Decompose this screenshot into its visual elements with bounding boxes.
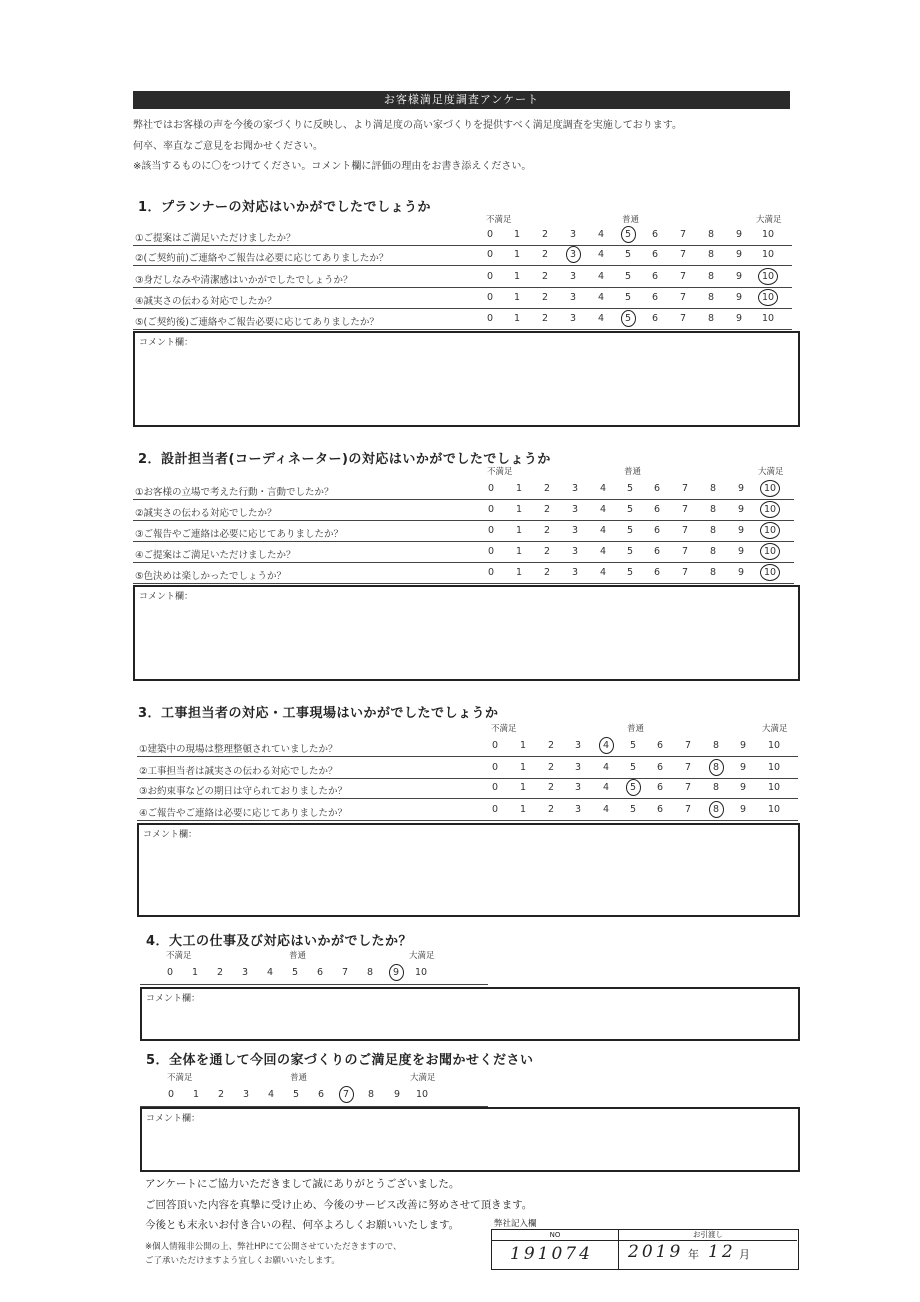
section3-question-1: ①建築中の現場は整理整頓されていましたか？ xyxy=(139,744,338,755)
section1-q5-scale-8[interactable]: 8 xyxy=(707,313,715,324)
section2-row-rule-2 xyxy=(133,520,794,521)
intro-line-2: 何卒、率直なご意見をお聞かせください。 xyxy=(133,141,323,152)
section5-scale-3[interactable]: 3 xyxy=(242,1089,250,1100)
section2-q5-scale-6[interactable]: 6 xyxy=(653,567,661,578)
section2-q4-scale-8[interactable]: 8 xyxy=(709,546,717,557)
section3-question-3: ③お約束事などの期日は守られておりましたか？ xyxy=(139,786,348,797)
section3-q4-scale-3[interactable]: 3 xyxy=(574,804,582,815)
section3-q2-scale-1[interactable]: 1 xyxy=(519,762,527,773)
section2-q2-scale-0[interactable]: 0 xyxy=(487,504,495,515)
section2-q3-scale-8[interactable]: 8 xyxy=(709,525,717,536)
section4-label-mid: 普通 xyxy=(289,951,307,961)
section2-q5-scale-7[interactable]: 7 xyxy=(681,567,689,578)
section2-q3-scale-1[interactable]: 1 xyxy=(515,525,523,536)
section1-q3-scale-8[interactable]: 8 xyxy=(707,271,715,282)
section1-q2-scale-2[interactable]: 2 xyxy=(541,249,549,260)
section3-q4-scale-9[interactable]: 9 xyxy=(739,804,747,815)
section1-q5-scale-1[interactable]: 1 xyxy=(513,313,521,324)
section1-q1-scale-5[interactable]: 5 xyxy=(624,229,632,240)
section3-q1-scale-0[interactable]: 0 xyxy=(491,740,499,751)
section2-q1-scale-4[interactable]: 4 xyxy=(599,483,607,494)
section2-q5-scale-0[interactable]: 0 xyxy=(487,567,495,578)
section2-q3-scale-9[interactable]: 9 xyxy=(737,525,745,536)
thanks-line-2: ご回答頂いた内容を真摯に受け止め、今後のサービス改善に努めさせて頂きます。 xyxy=(145,1199,533,1211)
section3-q3-scale-5[interactable]: 5 xyxy=(629,782,637,793)
section4-comment-box[interactable] xyxy=(140,987,800,1041)
section4-label-low: 不満足 xyxy=(166,951,192,961)
section2-q2-scale-7[interactable]: 7 xyxy=(681,504,689,515)
section1-q3-scale-9[interactable]: 9 xyxy=(735,271,743,282)
section3-q2-scale-10[interactable]: 10 xyxy=(767,762,781,773)
section1-q4-scale-8[interactable]: 8 xyxy=(707,292,715,303)
section1-row-rule-3 xyxy=(133,287,792,288)
section1-q2-scale-8[interactable]: 8 xyxy=(707,249,715,260)
section1-q3-scale-5[interactable]: 5 xyxy=(624,271,632,282)
section2-q3-scale-3[interactable]: 3 xyxy=(571,525,579,536)
section1-q3-scale-2[interactable]: 2 xyxy=(541,271,549,282)
section3-q3-scale-1[interactable]: 1 xyxy=(519,782,527,793)
section1-q5-scale-9[interactable]: 9 xyxy=(735,313,743,324)
section4-selected-circle xyxy=(389,964,404,981)
section1-q4-scale-10[interactable]: 10 xyxy=(761,292,775,303)
section2-q1-scale-6[interactable]: 6 xyxy=(653,483,661,494)
section5-label-mid: 普通 xyxy=(290,1073,308,1083)
section2-q1-scale-10[interactable]: 10 xyxy=(763,483,777,494)
section1-q1-scale-3[interactable]: 3 xyxy=(569,229,577,240)
section5-selected-circle xyxy=(339,1086,354,1103)
section2-q3-selected-circle xyxy=(760,522,780,539)
section3-title: 3．工事担当者の対応・工事現場はいかがでしたでしょうか xyxy=(138,706,499,721)
section2-q5-selected-circle xyxy=(760,564,780,581)
section2-q2-scale-8[interactable]: 8 xyxy=(709,504,717,515)
section2-q2-selected-circle xyxy=(760,501,780,518)
section3-question-4: ④ご報告やご連絡は必要に応じてありましたか？ xyxy=(139,808,348,819)
section2-label-mid: 普通 xyxy=(624,467,642,477)
month-unit: 月 xyxy=(739,1248,750,1261)
section3-label-low: 不満足 xyxy=(491,724,517,734)
section1-q2-selected-circle xyxy=(566,246,581,263)
section3-q4-scale-2[interactable]: 2 xyxy=(547,804,555,815)
section1-question-1: ①ご提案はご満足いただけましたか？ xyxy=(135,233,296,244)
handover-month: 12 xyxy=(708,1242,736,1262)
section2-q4-scale-10[interactable]: 10 xyxy=(763,546,777,557)
section4-scale-9[interactable]: 9 xyxy=(392,967,400,978)
section3-q2-selected-circle xyxy=(709,759,724,776)
year-unit: 年 xyxy=(688,1248,699,1261)
section5-scale-9[interactable]: 9 xyxy=(393,1089,401,1100)
section1-q1-scale-0[interactable]: 0 xyxy=(486,229,494,240)
section2-question-5: ⑤色決めは楽しかったでしょうか？ xyxy=(135,571,287,582)
intro-line-1: 弊社ではお客様の声を今後の家づくりに反映し、より満足度の高い家づくりを提供すべく満足度調査を実施しております。 xyxy=(133,120,682,131)
section2-q1-scale-5[interactable]: 5 xyxy=(626,483,634,494)
section4-row-rule xyxy=(140,984,488,985)
section4-scale-3[interactable]: 3 xyxy=(241,967,249,978)
section2-q4-scale-6[interactable]: 6 xyxy=(653,546,661,557)
section4-scale-2[interactable]: 2 xyxy=(216,967,224,978)
section3-row-rule-2 xyxy=(137,778,798,779)
section2-q4-scale-0[interactable]: 0 xyxy=(487,546,495,557)
section2-q1-selected-circle xyxy=(760,480,780,497)
section2-question-4: ④ご提案はご満足いただけましたか？ xyxy=(135,550,296,561)
section3-q4-scale-6[interactable]: 6 xyxy=(656,804,664,815)
section5-label-low: 不満足 xyxy=(167,1073,193,1083)
section5-comment-box[interactable] xyxy=(140,1107,800,1172)
section2-q5-scale-5[interactable]: 5 xyxy=(626,567,634,578)
section3-q3-scale-4[interactable]: 4 xyxy=(602,782,610,793)
section4-title: 4．大工の仕事及び対応はいかがでしたか？ xyxy=(146,934,413,949)
section1-q3-scale-0[interactable]: 0 xyxy=(486,271,494,282)
section2-title: 2．設計担当者(コーディネーター)の対応はいかがでしたでしょうか xyxy=(138,452,551,467)
section2-q2-scale-4[interactable]: 4 xyxy=(599,504,607,515)
section2-q3-scale-4[interactable]: 4 xyxy=(599,525,607,536)
section1-q2-scale-4[interactable]: 4 xyxy=(597,249,605,260)
section1-q5-scale-4[interactable]: 4 xyxy=(597,313,605,324)
section2-q5-scale-4[interactable]: 4 xyxy=(599,567,607,578)
section1-q4-scale-0[interactable]: 0 xyxy=(486,292,494,303)
section1-q1-scale-9[interactable]: 9 xyxy=(735,229,743,240)
section2-comment-box[interactable] xyxy=(133,585,800,681)
section4-scale-5[interactable]: 5 xyxy=(291,967,299,978)
section3-q4-scale-4[interactable]: 4 xyxy=(602,804,610,815)
no-label: NO xyxy=(549,1231,561,1239)
section5-scale-8[interactable]: 8 xyxy=(367,1089,375,1100)
section1-q3-scale-1[interactable]: 1 xyxy=(513,271,521,282)
section3-q1-scale-5[interactable]: 5 xyxy=(629,740,637,751)
section2-row-rule-4 xyxy=(133,562,794,563)
section1-q4-scale-1[interactable]: 1 xyxy=(513,292,521,303)
section1-title: 1．プランナーの対応はいかがでしたでしょうか xyxy=(138,200,432,215)
section1-question-4: ④誠実さの伝わる対応でしたか？ xyxy=(135,296,277,307)
section2-q1-scale-8[interactable]: 8 xyxy=(709,483,717,494)
section1-q1-scale-2[interactable]: 2 xyxy=(541,229,549,240)
section2-q2-scale-9[interactable]: 9 xyxy=(737,504,745,515)
section1-q5-scale-3[interactable]: 3 xyxy=(569,313,577,324)
section1-row-rule-4 xyxy=(133,308,792,309)
section1-q4-scale-2[interactable]: 2 xyxy=(541,292,549,303)
section3-q4-scale-5[interactable]: 5 xyxy=(629,804,637,815)
section3-q2-scale-8[interactable]: 8 xyxy=(712,762,720,773)
section2-q4-scale-3[interactable]: 3 xyxy=(571,546,579,557)
survey-title: お客様満足度調査アンケート xyxy=(133,91,790,109)
section2-row-rule-3 xyxy=(133,541,794,542)
section5-scale-7[interactable]: 7 xyxy=(342,1089,350,1100)
section5-scale-4[interactable]: 4 xyxy=(267,1089,275,1100)
section4-comment-label: コメント欄： xyxy=(146,994,201,1004)
section2-q4-scale-7[interactable]: 7 xyxy=(681,546,689,557)
section4-scale-8[interactable]: 8 xyxy=(366,967,374,978)
section2-q3-scale-10[interactable]: 10 xyxy=(763,525,777,536)
section2-q5-scale-3[interactable]: 3 xyxy=(571,567,579,578)
section2-q1-scale-0[interactable]: 0 xyxy=(487,483,495,494)
section3-comment-label: コメント欄： xyxy=(143,830,198,840)
section2-q5-scale-9[interactable]: 9 xyxy=(737,567,745,578)
section2-question-2: ②誠実さの伝わる対応でしたか？ xyxy=(135,508,277,519)
section1-row-rule-5 xyxy=(133,329,792,330)
section2-question-1: ①お客様の立場で考えた行動・言動でしたか？ xyxy=(135,487,334,498)
section3-label-high: 大満足 xyxy=(762,724,788,734)
section4-label-high: 大満足 xyxy=(409,951,435,961)
section2-label-low: 不満足 xyxy=(487,467,513,477)
privacy-note-2: ご了承いただけますよう宜しくお願いいたします。 xyxy=(145,1256,340,1266)
section4-scale-0[interactable]: 0 xyxy=(166,967,174,978)
office-use-box xyxy=(491,1229,799,1270)
section1-comment-box[interactable] xyxy=(133,331,800,427)
section2-q2-scale-10[interactable]: 10 xyxy=(763,504,777,515)
section3-q2-scale-3[interactable]: 3 xyxy=(574,762,582,773)
section1-q4-scale-9[interactable]: 9 xyxy=(735,292,743,303)
section1-q2-scale-5[interactable]: 5 xyxy=(624,249,632,260)
section2-q4-selected-circle xyxy=(760,543,780,560)
section1-q3-scale-6[interactable]: 6 xyxy=(651,271,659,282)
section3-q4-scale-7[interactable]: 7 xyxy=(684,804,692,815)
section1-question-3: ③身だしなみや清潔感はいかがでしたでしょうか？ xyxy=(135,275,353,286)
section1-q4-scale-3[interactable]: 3 xyxy=(569,292,577,303)
intro-line-3: ※該当するものに〇をつけてください。コメント欄に評価の理由をお書き添えください。 xyxy=(133,161,532,172)
privacy-note-1: ※個人情報非公開の上、弊社HPにて公開させていただきますので、 xyxy=(145,1242,402,1252)
section3-q2-scale-4[interactable]: 4 xyxy=(602,762,610,773)
section1-row-rule-2 xyxy=(133,265,792,266)
handover-year: 2019 xyxy=(628,1242,684,1262)
section4-scale-7[interactable]: 7 xyxy=(341,967,349,978)
section2-q3-scale-5[interactable]: 5 xyxy=(626,525,634,536)
section3-comment-box[interactable] xyxy=(137,823,800,917)
section2-q3-scale-7[interactable]: 7 xyxy=(681,525,689,536)
section2-q2-scale-5[interactable]: 5 xyxy=(626,504,634,515)
section2-q2-scale-2[interactable]: 2 xyxy=(543,504,551,515)
section1-q1-scale-8[interactable]: 8 xyxy=(707,229,715,240)
section2-row-rule-5 xyxy=(133,583,794,584)
section1-label-high: 大満足 xyxy=(756,215,782,225)
section1-q2-scale-9[interactable]: 9 xyxy=(735,249,743,260)
section1-q4-selected-circle xyxy=(758,289,778,306)
handover-label: お引渡し xyxy=(693,1230,723,1239)
section1-q2-scale-7[interactable]: 7 xyxy=(679,249,687,260)
section3-q1-scale-2[interactable]: 2 xyxy=(547,740,555,751)
section2-q1-scale-1[interactable]: 1 xyxy=(515,483,523,494)
section1-q5-scale-10[interactable]: 10 xyxy=(761,313,775,324)
section5-comment-label: コメント欄： xyxy=(146,1114,201,1124)
section3-q2-scale-6[interactable]: 6 xyxy=(656,762,664,773)
section3-q3-scale-3[interactable]: 3 xyxy=(574,782,582,793)
thanks-line-1: アンケートにご協力いただきまして誠にありがとうございました。 xyxy=(145,1178,460,1190)
section2-q5-scale-2[interactable]: 2 xyxy=(543,567,551,578)
section3-q3-scale-2[interactable]: 2 xyxy=(547,782,555,793)
section3-q1-scale-9[interactable]: 9 xyxy=(739,740,747,751)
section3-label-mid: 普通 xyxy=(627,724,645,734)
section1-question-5: ⑤(ご契約後)ご連絡やご報告必要に応じてありましたか？ xyxy=(135,317,379,328)
section2-q4-scale-9[interactable]: 9 xyxy=(737,546,745,557)
section3-q3-scale-9[interactable]: 9 xyxy=(739,782,747,793)
section1-q5-scale-7[interactable]: 7 xyxy=(679,313,687,324)
section2-q2-scale-6[interactable]: 6 xyxy=(653,504,661,515)
section1-q3-scale-4[interactable]: 4 xyxy=(597,271,605,282)
section5-scale-10[interactable]: 10 xyxy=(415,1089,429,1100)
section1-q1-scale-10[interactable]: 10 xyxy=(761,229,775,240)
section2-q5-scale-8[interactable]: 8 xyxy=(709,567,717,578)
section3-question-2: ②工事担当者は誠実さの伝わる対応でしたか？ xyxy=(139,766,338,777)
section3-q2-scale-5[interactable]: 5 xyxy=(629,762,637,773)
section2-q1-scale-9[interactable]: 9 xyxy=(737,483,745,494)
section3-q3-scale-6[interactable]: 6 xyxy=(656,782,664,793)
section2-q3-scale-2[interactable]: 2 xyxy=(543,525,551,536)
section1-q2-scale-1[interactable]: 1 xyxy=(513,249,521,260)
section2-q4-scale-4[interactable]: 4 xyxy=(599,546,607,557)
section3-q4-scale-8[interactable]: 8 xyxy=(712,804,720,815)
section2-question-3: ③ご報告やご連絡は必要に応じてありましたか？ xyxy=(135,529,344,540)
section1-q5-scale-0[interactable]: 0 xyxy=(486,313,494,324)
section1-q4-scale-4[interactable]: 4 xyxy=(597,292,605,303)
section3-q4-scale-0[interactable]: 0 xyxy=(491,804,499,815)
section1-q3-scale-3[interactable]: 3 xyxy=(569,271,577,282)
section1-q1-selected-circle xyxy=(621,226,636,243)
section3-q3-scale-0[interactable]: 0 xyxy=(491,782,499,793)
section1-q1-scale-7[interactable]: 7 xyxy=(679,229,687,240)
section3-q2-scale-7[interactable]: 7 xyxy=(684,762,692,773)
section3-q1-scale-4[interactable]: 4 xyxy=(602,740,610,751)
section2-label-high: 大満足 xyxy=(758,467,784,477)
section5-scale-0[interactable]: 0 xyxy=(167,1089,175,1100)
section4-scale-10[interactable]: 10 xyxy=(414,967,428,978)
section2-q2-scale-1[interactable]: 1 xyxy=(515,504,523,515)
section3-q4-scale-1[interactable]: 1 xyxy=(519,804,527,815)
section2-q1-scale-2[interactable]: 2 xyxy=(543,483,551,494)
section1-comment-label: コメント欄： xyxy=(139,338,194,348)
section4-scale-1[interactable]: 1 xyxy=(191,967,199,978)
section3-q4-selected-circle xyxy=(709,801,724,818)
section1-q4-scale-5[interactable]: 5 xyxy=(624,292,632,303)
section4-scale-4[interactable]: 4 xyxy=(266,967,274,978)
section5-scale-6[interactable]: 6 xyxy=(317,1089,325,1100)
section3-q1-selected-circle xyxy=(599,737,614,754)
section5-label-high: 大満足 xyxy=(410,1073,436,1083)
section2-q4-scale-1[interactable]: 1 xyxy=(515,546,523,557)
section3-q2-scale-0[interactable]: 0 xyxy=(491,762,499,773)
section2-comment-label: コメント欄： xyxy=(139,592,194,602)
section1-q1-scale-6[interactable]: 6 xyxy=(651,229,659,240)
section3-row-rule-4 xyxy=(137,820,798,821)
section2-q5-scale-1[interactable]: 1 xyxy=(515,567,523,578)
section5-scale-2[interactable]: 2 xyxy=(217,1089,225,1100)
section1-q5-selected-circle xyxy=(621,310,636,327)
section3-row-rule-1 xyxy=(137,756,798,757)
section3-q3-scale-8[interactable]: 8 xyxy=(712,782,720,793)
section1-q2-scale-0[interactable]: 0 xyxy=(486,249,494,260)
section3-q3-scale-7[interactable]: 7 xyxy=(684,782,692,793)
section2-q3-scale-0[interactable]: 0 xyxy=(487,525,495,536)
section2-q5-scale-10[interactable]: 10 xyxy=(763,567,777,578)
section3-q3-scale-10[interactable]: 10 xyxy=(767,782,781,793)
section3-q1-scale-1[interactable]: 1 xyxy=(519,740,527,751)
section3-q1-scale-7[interactable]: 7 xyxy=(684,740,692,751)
section1-question-2: ②(ご契約前)ご連絡やご報告は必要に応じてありましたか？ xyxy=(135,253,389,264)
section2-q1-scale-7[interactable]: 7 xyxy=(681,483,689,494)
section5-scale-5[interactable]: 5 xyxy=(292,1089,300,1100)
section4-scale-6[interactable]: 6 xyxy=(316,967,324,978)
section3-q1-scale-3[interactable]: 3 xyxy=(574,740,582,751)
section1-q4-scale-7[interactable]: 7 xyxy=(679,292,687,303)
section3-q1-scale-10[interactable]: 10 xyxy=(767,740,781,751)
section1-row-rule-1 xyxy=(133,245,792,246)
section3-q2-scale-2[interactable]: 2 xyxy=(547,762,555,773)
thanks-line-3: 今後とも末永いお付き合いの程、何卒よろしくお願いいたします。 xyxy=(145,1219,460,1231)
section3-row-rule-3 xyxy=(137,798,798,799)
section3-q3-selected-circle xyxy=(626,779,641,796)
section5-title: 5．全体を通して今回の家づくりのご満足度をお聞かせください xyxy=(146,1053,534,1068)
section3-q1-scale-8[interactable]: 8 xyxy=(712,740,720,751)
section1-q3-selected-circle xyxy=(758,268,778,285)
section2-q3-scale-6[interactable]: 6 xyxy=(653,525,661,536)
record-number: 191074 xyxy=(510,1244,593,1264)
section1-q3-scale-10[interactable]: 10 xyxy=(761,271,775,282)
section1-q2-scale-6[interactable]: 6 xyxy=(651,249,659,260)
section1-label-low: 不満足 xyxy=(486,215,512,225)
section1-q5-scale-2[interactable]: 2 xyxy=(541,313,549,324)
section5-scale-1[interactable]: 1 xyxy=(192,1089,200,1100)
section3-q1-scale-6[interactable]: 6 xyxy=(656,740,664,751)
section3-q4-scale-10[interactable]: 10 xyxy=(767,804,781,815)
section1-q3-scale-7[interactable]: 7 xyxy=(679,271,687,282)
section2-q4-scale-2[interactable]: 2 xyxy=(543,546,551,557)
section1-q2-scale-10[interactable]: 10 xyxy=(761,249,775,260)
section2-q4-scale-5[interactable]: 5 xyxy=(626,546,634,557)
section1-q1-scale-1[interactable]: 1 xyxy=(513,229,521,240)
section1-q5-scale-6[interactable]: 6 xyxy=(651,313,659,324)
section3-q2-scale-9[interactable]: 9 xyxy=(739,762,747,773)
section2-q1-scale-3[interactable]: 3 xyxy=(571,483,579,494)
section2-q2-scale-3[interactable]: 3 xyxy=(571,504,579,515)
section1-q5-scale-5[interactable]: 5 xyxy=(624,313,632,324)
section1-q1-scale-4[interactable]: 4 xyxy=(597,229,605,240)
section1-label-mid: 普通 xyxy=(622,215,640,225)
section1-q2-scale-3[interactable]: 3 xyxy=(569,249,577,260)
section2-row-rule-1 xyxy=(133,499,794,500)
office-use-label: 弊社記入欄 xyxy=(494,1219,537,1229)
section1-q4-scale-6[interactable]: 6 xyxy=(651,292,659,303)
